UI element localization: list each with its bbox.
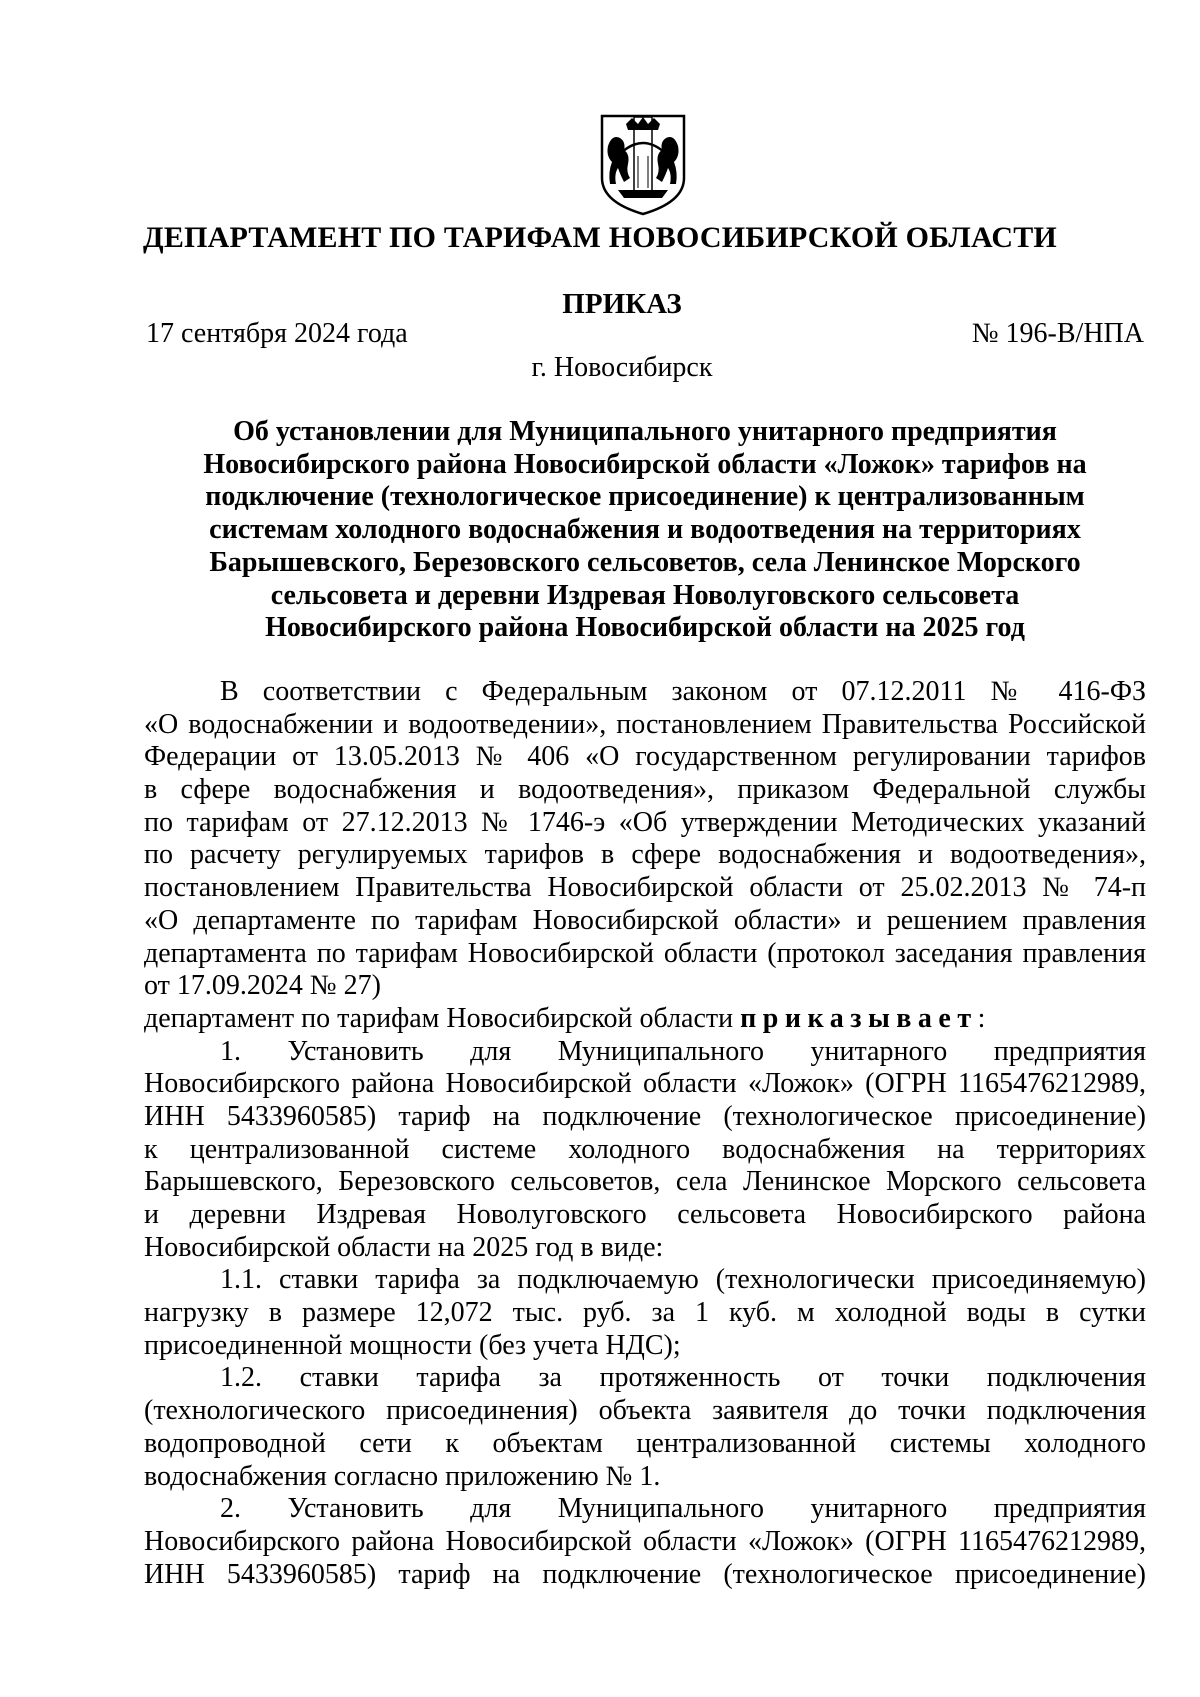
item1-line: Барышевского, Березовского сельсоветов, села Ленинское Морского сельсовета (144, 1166, 1146, 1198)
item2-line: 2. Установить для Муниципального унитарного предприятия (220, 1493, 1146, 1525)
order-word: приказывает (740, 1002, 978, 1034)
item1-2-line: 1.2. ставки тарифа за протяженность от точки подключения (220, 1362, 1146, 1394)
item1-1-line: 1.1. ставки тарифа за подключаемую (технологически присоединяемую) (220, 1264, 1146, 1296)
preamble-line: В соответствии с Федеральным законом от 07.12.2011 № 416-ФЗ (220, 676, 1146, 707)
subject-line: подключение (технологическое присоединение) к централизованным (205, 481, 1085, 513)
item2-line: ИНН 5433960585) тариф на подключение (технологическое присоединение) (144, 1558, 1146, 1590)
order-line-suffix: : (977, 1002, 986, 1034)
subject-line: Новосибирского района Новосибирской области «Ложок» тарифов на (203, 448, 1087, 480)
order-line (144, 1003, 1146, 1036)
document-body (144, 676, 1146, 1591)
subject-line: системам холодного водоснабжения и водоотведения на территориях (209, 514, 1081, 546)
item1-2-line: водопроводной сети к объектам централизованной системы холодного (144, 1427, 1146, 1459)
document-type: ПРИКАЗ (562, 288, 682, 320)
preamble-line: Федерации от 13.05.2013 № 406 «О государственном регулировании тарифов (144, 741, 1146, 773)
item1-line: ИНН 5433960585) тариф на подключение (технологическое присоединение) (144, 1100, 1146, 1132)
subject-line: Об установлении для Муниципального унитарного предприятия (233, 416, 1057, 447)
coat-of-arms-icon (598, 112, 688, 218)
subject-line: Барышевского, Березовского сельсоветов, села Ленинское Морского (209, 546, 1081, 578)
item1-line: Новосибирской области на 2025 год в виде: (144, 1231, 664, 1263)
subject-line: Новосибирского района Новосибирской области на 2025 год (265, 612, 1025, 644)
preamble-line: департамента по тарифам Новосибирской области (протокол заседания правления (144, 937, 1146, 969)
preamble-line: в сфере водоснабжения и водоотведения», приказом Федеральной службы (144, 774, 1146, 806)
department-title: ДЕПАРТАМЕНТ ПО ТАРИФАМ НОВОСИБИРСКОЙ ОБЛАСТИ (143, 221, 1057, 254)
item1-line: и деревни Издревая Новолуговского сельсовета Новосибирского района (144, 1199, 1146, 1230)
document-subject (144, 416, 1146, 645)
item1-2-line: водоснабжения согласно приложению № 1. (144, 1460, 661, 1492)
preamble-line: по расчету регулируемых тарифов в сфере водоснабжения и водоотведения», (144, 839, 1146, 871)
item1-1-line: нагрузку в размере 12,072 тыс. руб. за 1 куб. м холодной воды в сутки (144, 1297, 1146, 1329)
preamble-line: постановлением Правительства Новосибирской области от 25.02.2013 № 74-п (144, 872, 1146, 904)
preamble-line: «О водоснабжении и водоотведении», постановлением Правительства Российской (144, 708, 1146, 740)
document-date: 17 сентября 2024 года (146, 318, 408, 349)
subject-line: сельсовета и деревни Издревая Новолуговского сельсовета (270, 579, 1020, 611)
document-city: г. Новосибирск (531, 352, 713, 383)
item1-line: 1. Установить для Муниципального унитарного предприятия (220, 1035, 1146, 1067)
preamble-line: от 17.09.2024 № 27) (144, 970, 381, 1002)
item2-line: Новосибирского района Новосибирской области «Ложок» (ОГРН 1165476212989, (144, 1525, 1146, 1557)
item1-line: к централизованной системе холодного водоснабжения на территориях (144, 1133, 1146, 1165)
order-line-prefix: департамент по тарифам Новосибирской области (144, 1002, 741, 1034)
item1-line: Новосибирского района Новосибирской области «Ложок» (ОГРН 1165476212989, (144, 1068, 1146, 1100)
preamble-line: «О департаменте по тарифам Новосибирской области» и решением правления (144, 904, 1146, 936)
document-number: № 196-В/НПА (971, 318, 1144, 349)
item1-2-line: (технологического присоединения) объекта заявителя до точки подключения (144, 1395, 1146, 1427)
preamble-line: по тарифам от 27.12.2013 № 1746-э «Об утверждении Методических указаний (144, 806, 1146, 838)
item1-1-line: присоединенной мощности (без учета НДС); (144, 1329, 681, 1361)
